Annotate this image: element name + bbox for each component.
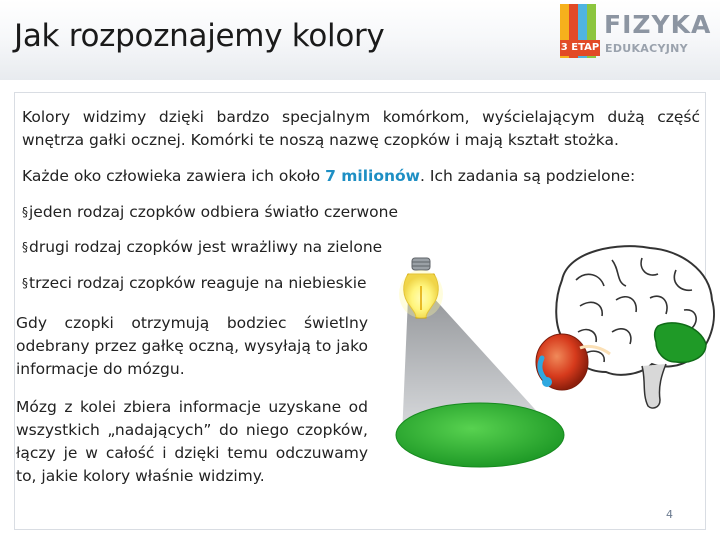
cone-count-text-after: . Ich zadania są podzielone:: [420, 167, 636, 185]
logo-stage: 3 ETAP: [560, 40, 600, 56]
bullet-mark: §: [22, 240, 28, 254]
bullet-text: trzeci rodzaj czopków reaguje na niebieskie: [29, 274, 367, 292]
vision-illustration: [380, 240, 720, 480]
page-number: 4: [666, 508, 673, 521]
paragraph-brain-processing: Mózg z kolei zbiera informacje uzyskane od wszystkich „nadających” do niego czopków, łączy je w całość i dzięki temu odczuwamy to, jakie kolory właśnie widzimy.: [16, 398, 368, 485]
slide-title: Jak rozpoznajemy kolory: [14, 18, 385, 54]
bullet-blue-cones: [22, 274, 367, 292]
bullet-text: drugi rodzaj czopków jest wrażliwy na zielone: [29, 238, 383, 256]
fizyka-logo: [560, 4, 720, 60]
brain-icon: [556, 246, 714, 408]
cone-count-highlight: 7 milionów: [325, 167, 421, 185]
green-disc: [396, 403, 564, 467]
bullet-text: jeden rodzaj czopków odbiera światło czerwone: [29, 203, 399, 221]
paragraph-cones-intro: Kolory widzimy dzięki bardzo specjalnym komórkom, wyścielającym dużą część wnętrza gałki ocznej. Komórki te noszą nazwę czopków i mają kształt stożka.: [22, 108, 700, 149]
logo-brand: FIZYKA: [604, 10, 712, 39]
paragraph-signal-to-brain: Gdy czopki otrzymują bodziec świetlny odebrany przez gałkę oczną, wysyłają to jako informacje do mózgu.: [16, 314, 368, 378]
bullet-green-cones: [22, 238, 382, 256]
bullet-mark: §: [22, 276, 28, 290]
paragraph-cone-count: [22, 165, 702, 188]
cone-count-text-before: Każde oko człowieka zawiera ich około: [22, 167, 326, 185]
logo-subtitle: EDUKACYJNY: [605, 42, 688, 55]
light-bulb-icon: [399, 258, 443, 318]
bullet-red-cones: [22, 203, 398, 221]
bullet-mark: §: [22, 205, 28, 219]
